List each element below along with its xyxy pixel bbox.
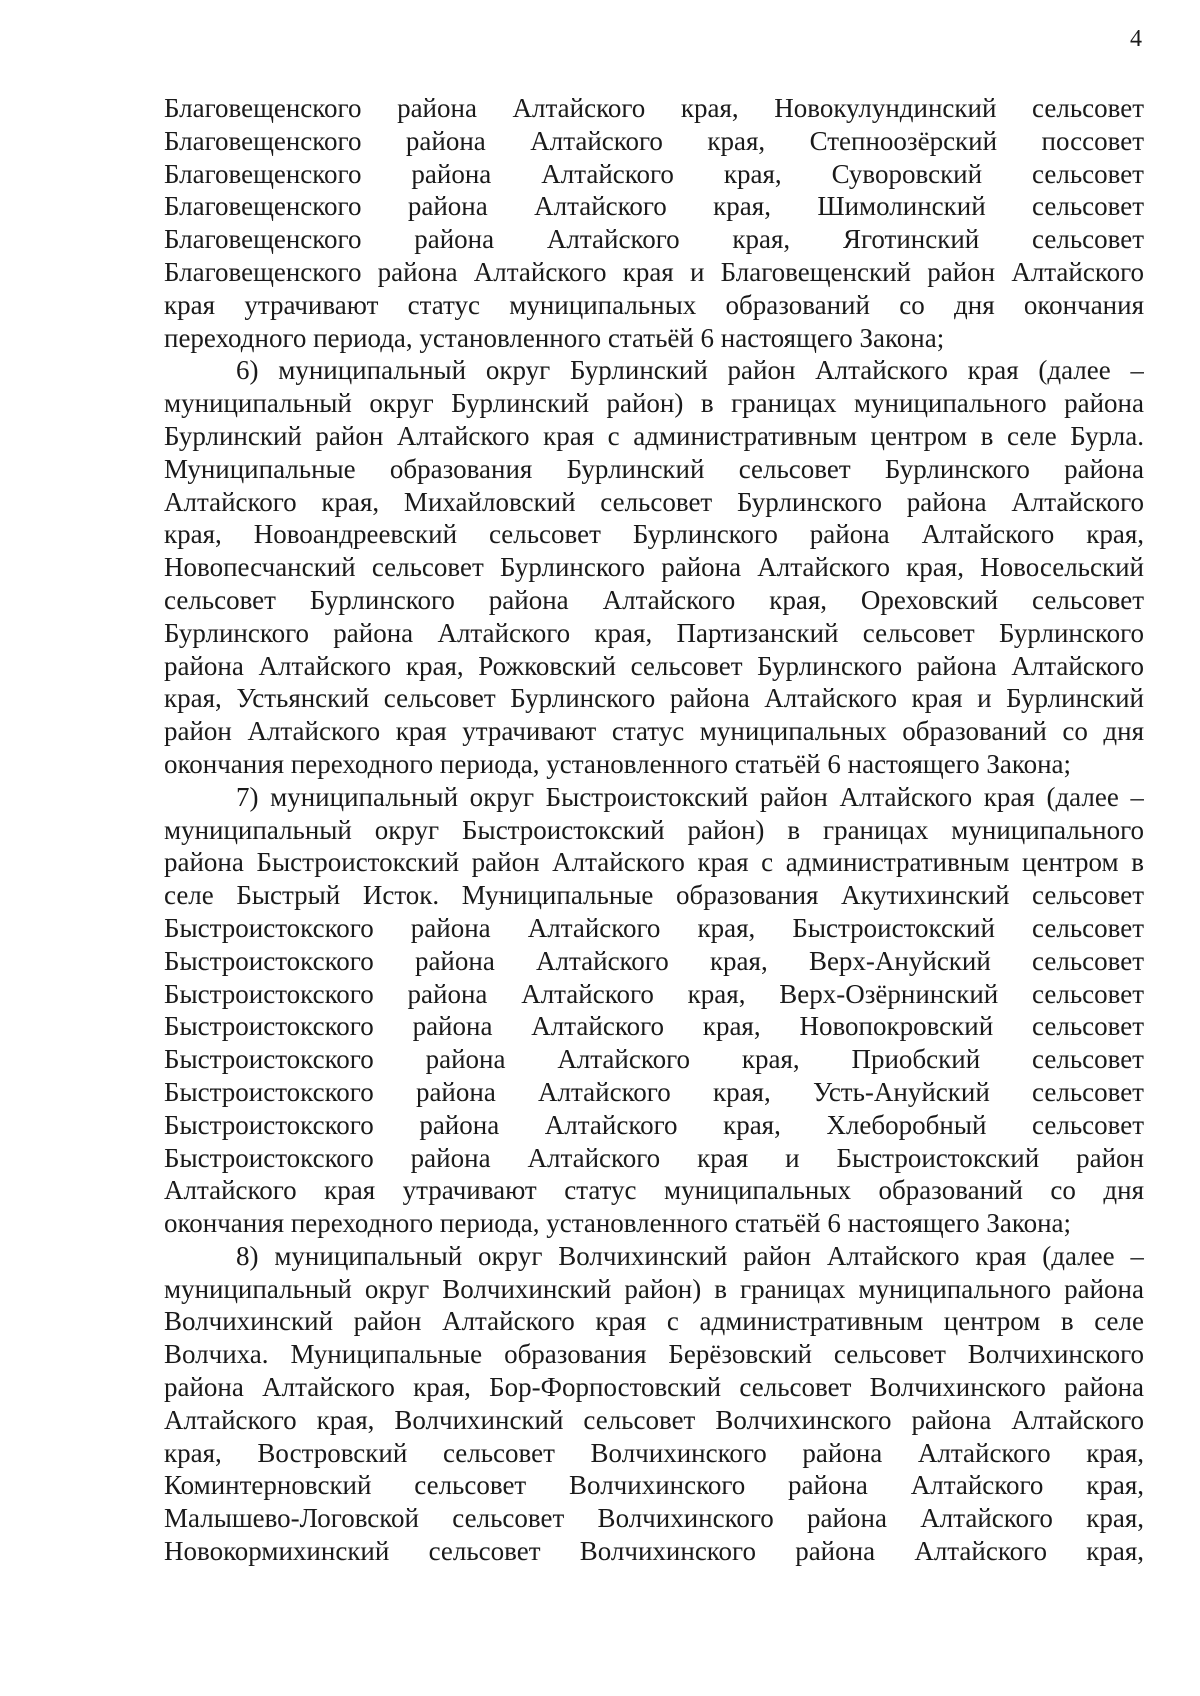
text-line: окончания переходного периода, установленного статьёй 6 настоящего Закона; bbox=[164, 748, 1072, 779]
text-line: Алтайского края утрачивают статус муниципальных образований со дня bbox=[164, 1175, 1144, 1206]
text-line: Быстроистокского района Алтайского края, Хлеборобный сельсовет bbox=[164, 1109, 1144, 1140]
text-line: Коминтерновский сельсовет Волчихинского района Алтайского края, bbox=[164, 1470, 1144, 1501]
text-line: Волчихинский район Алтайского края с административным центром в селе bbox=[164, 1306, 1144, 1337]
text-line: окончания переходного периода, установленного статьёй 6 настоящего Закона; bbox=[164, 1208, 1072, 1239]
document-body bbox=[164, 92, 1144, 1568]
text-line: Малышево-Логовской сельсовет Волчихинского района Алтайского края, bbox=[164, 1503, 1144, 1534]
text-line: Алтайского края, Волчихинский сельсовет Волчихинского района Алтайского bbox=[164, 1404, 1144, 1435]
text-line: Благовещенского района Алтайского края, Шимолинский сельсовет bbox=[164, 191, 1144, 222]
text-line: муниципальный округ Бурлинский район) в границах муниципального района bbox=[164, 388, 1144, 419]
text-line: Новопесчанский сельсовет Бурлинского района Алтайского края, Новосельский bbox=[164, 552, 1144, 583]
text-line: селе Быстрый Исток. Муниципальные образования Акутихинский сельсовет bbox=[164, 880, 1144, 911]
text-line: Благовещенского района Алтайского края, Яготинский сельсовет bbox=[164, 224, 1144, 255]
text-line: Быстроистокского района Алтайского края, Новопокровский сельсовет bbox=[164, 1011, 1144, 1042]
text-line: Благовещенского района Алтайского края, Новокулундинский сельсовет bbox=[164, 93, 1144, 123]
text-line: Новокормихинский сельсовет Волчихинского района Алтайского края, bbox=[164, 1536, 1144, 1567]
text-line: края, Устьянский сельсовет Бурлинского района Алтайского края и Бурлинский bbox=[164, 683, 1144, 714]
paragraph-first-line: 6) муниципальный округ Бурлинский район Алтайского края (далее – bbox=[236, 355, 1144, 386]
text-line: района Быстроистокский район Алтайского края с административным центром в bbox=[164, 847, 1144, 878]
text-line: Быстроистокского района Алтайского края, Верх-Озёрнинский сельсовет bbox=[164, 978, 1144, 1009]
text-line: Волчиха. Муниципальные образования Берёзовский сельсовет Волчихинского bbox=[164, 1339, 1144, 1370]
text-line: Быстроистокского района Алтайского края, Быстроистокский сельсовет bbox=[164, 912, 1144, 943]
text-line: Бурлинский район Алтайского края с административным центром в селе Бурла. bbox=[164, 420, 1144, 451]
text-line: Быстроистокского района Алтайского края, Верх-Ануйский сельсовет bbox=[164, 945, 1144, 976]
text-line: район Алтайского края утрачивают статус муниципальных образований со дня bbox=[164, 716, 1144, 747]
text-line: Быстроистокского района Алтайского края, Приобский сельсовет bbox=[164, 1044, 1144, 1075]
text-line: переходного периода, установленного статьёй 6 настоящего Закона; bbox=[164, 322, 945, 353]
text-line: края, Новоандреевский сельсовет Бурлинского района Алтайского края, bbox=[164, 519, 1144, 550]
text-line: Благовещенского района Алтайского края, Степноозёрский поссовет bbox=[164, 125, 1144, 156]
text-line: Благовещенского района Алтайского края, Суворовский сельсовет bbox=[164, 158, 1144, 189]
text-line: края, Востровский сельсовет Волчихинского района Алтайского края, bbox=[164, 1437, 1144, 1468]
text-line: района Алтайского края, Бор-Форпостовский сельсовет Волчихинского района bbox=[164, 1372, 1144, 1403]
text-line: Алтайского края, Михайловский сельсовет Бурлинского района Алтайского bbox=[164, 486, 1144, 517]
text-line: Бурлинского района Алтайского края, Партизанский сельсовет Бурлинского bbox=[164, 617, 1144, 648]
text-line: муниципальный округ Быстроистокский район) в границах муниципального bbox=[164, 814, 1144, 845]
text-line: муниципальный округ Волчихинский район) в границах муниципального района bbox=[164, 1273, 1144, 1304]
paragraph-first-line: 8) муниципальный округ Волчихинский район Алтайского края (далее – bbox=[236, 1240, 1144, 1271]
text-line: района Алтайского края, Рожковский сельсовет Бурлинского района Алтайского bbox=[164, 650, 1144, 681]
text-line: Быстроистокского района Алтайского края и Быстроистокский район bbox=[164, 1142, 1144, 1173]
paragraph-first-line: 7) муниципальный округ Быстроистокский район Алтайского края (далее – bbox=[236, 781, 1144, 812]
text-line: Быстроистокского района Алтайского края, Усть-Ануйский сельсовет bbox=[164, 1076, 1144, 1107]
text-line: сельсовет Бурлинского района Алтайского края, Ореховский сельсовет bbox=[164, 584, 1144, 615]
text-line: края утрачивают статус муниципальных образований со дня окончания bbox=[164, 289, 1144, 320]
text-line: Муниципальные образования Бурлинский сельсовет Бурлинского района bbox=[164, 453, 1144, 484]
page-number: 4 bbox=[1130, 26, 1142, 52]
text-line: Благовещенского района Алтайского края и Благовещенский район Алтайского bbox=[164, 256, 1144, 287]
